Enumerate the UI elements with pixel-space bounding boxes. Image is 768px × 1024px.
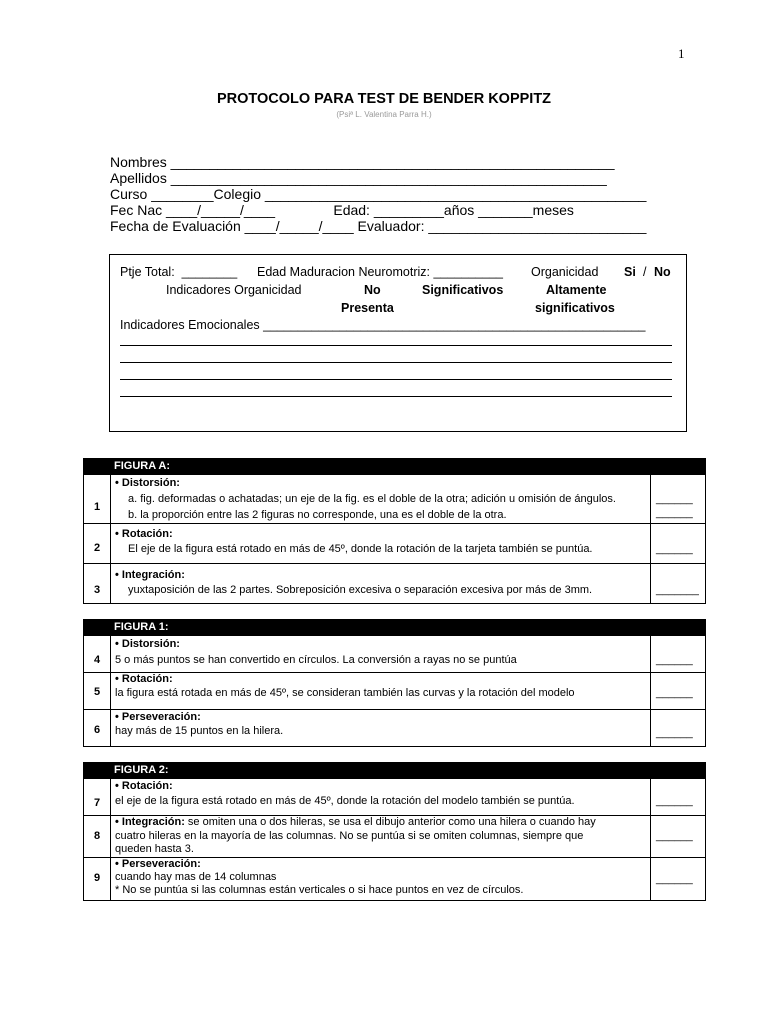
indicadores-emocionales-field[interactable]: Indicadores Emocionales _______________________________________________________ (120, 318, 646, 332)
figura-a-table (83, 458, 706, 604)
figura-a-header: FIGURA A: (114, 460, 171, 472)
col-presenta-label: Presenta (341, 301, 394, 315)
score-field[interactable]: ______ (656, 654, 693, 666)
row-criterion: a. fig. deformadas o achatadas; un eje de la fig. es el doble de la otra; adición u omisión de ángulos. (128, 493, 616, 505)
row-number: 9 (93, 872, 101, 884)
row-criterion: la figura está rotada en más de 45º, se consideran también las curvas y la rotación del modelo (115, 687, 575, 699)
row-criterion: hay más de 15 puntos en la hilera. (115, 725, 284, 737)
figura-2-header: FIGURA 2: (114, 764, 169, 776)
edad-maduracion-field[interactable]: Edad Maduracion Neuromotriz: __________ (257, 265, 503, 279)
score-field[interactable]: ______ (656, 795, 693, 807)
organicidad-no-option[interactable]: No (654, 265, 671, 279)
row-number: 8 (93, 830, 101, 842)
row-heading: • Rotación: (115, 780, 173, 792)
figura-2-header-bar (84, 763, 705, 779)
emocionales-line-2[interactable] (120, 362, 672, 363)
row-heading: • Rotación: (115, 528, 173, 540)
row-number: 1 (93, 501, 101, 513)
score-field[interactable]: _______ (656, 584, 699, 596)
score-field[interactable]: ______ (656, 830, 693, 842)
row-heading: • Perseveración: (115, 711, 201, 723)
figura-1-table (83, 619, 706, 747)
score-field[interactable]: ______ (656, 507, 693, 519)
fecha-evaluador-field[interactable]: Fecha de Evaluación ____/_____/____ Evaluador: ____________________________ (110, 218, 647, 234)
page-number: 1 (678, 46, 685, 61)
indicadores-organicidad-label: Indicadores Organicidad (166, 283, 302, 297)
row-criterion: 5 o más puntos se han convertido en círculos. La conversión a rayas no se puntúa (115, 654, 517, 666)
row-heading: • Perseveración: (115, 858, 201, 870)
row-criterion: cuando hay mas de 14 columnas (115, 871, 277, 883)
organicidad-label: Organicidad (531, 265, 599, 279)
nombres-field[interactable]: Nombres _________________________________________________________ (110, 154, 615, 170)
row-number: 3 (93, 584, 101, 596)
col-altamente-label: Altamente (546, 283, 607, 297)
row-number: 5 (93, 686, 101, 698)
col-significativos2-label: significativos (535, 301, 615, 315)
page-subtitle: (Psiª L. Valentina Parra H.) (336, 110, 432, 119)
row-heading: • Rotación: (115, 673, 173, 685)
ptje-total-field[interactable]: Ptje Total: ________ (120, 265, 238, 279)
row-criterion: b. la proporción entre las 2 figuras no corresponde, una es el doble de la otra. (128, 509, 507, 521)
organicidad-separator: / (643, 265, 647, 279)
apellidos-field[interactable]: Apellidos ________________________________________________________ (110, 170, 607, 186)
row-heading: • Integración: se omiten una o dos hileras, se usa el dibujo anterior como una hilera o cuando hay (115, 816, 596, 828)
row-number: 6 (93, 724, 101, 736)
row-criterion: el eje de la figura está rotado en más de 45º, donde la rotación del modelo también se puntúa. (115, 795, 575, 807)
emocionales-line-1[interactable] (120, 345, 672, 346)
page-title: PROTOCOLO PARA TEST DE BENDER KOPPITZ (216, 91, 552, 107)
score-field[interactable]: ______ (656, 493, 693, 505)
organicidad-si-option[interactable]: Si (624, 265, 636, 279)
row-heading: • Distorsión: (115, 638, 180, 650)
row-heading: • Distorsión: (115, 477, 180, 489)
row-criterion: queden hasta 3. (115, 843, 194, 855)
row-criterion: yuxtaposición de las 2 partes. Sobreposición excesiva o separación excesiva por más de 3mm. (128, 584, 593, 596)
col-significativos-label: Significativos (422, 283, 504, 297)
score-field[interactable]: ______ (656, 873, 693, 885)
emocionales-line-4[interactable] (120, 396, 672, 397)
curso-colegio-field[interactable]: Curso ________Colegio _________________________________________________ (110, 186, 647, 202)
emocionales-line-3[interactable] (120, 379, 672, 380)
row-criterion: cuatro hileras en la mayoría de las columnas. No se puntúa si se omiten columnas, siempre que (115, 830, 584, 842)
figura-2-table (83, 762, 706, 901)
col-no-label: No (364, 283, 381, 297)
figura-a-header-bar (84, 459, 705, 475)
figura-1-header: FIGURA 1: (114, 621, 169, 633)
row-number: 7 (93, 797, 101, 809)
summary-box (109, 254, 687, 432)
figura-1-header-bar (84, 620, 705, 636)
score-field[interactable]: ______ (656, 687, 693, 699)
row-heading: • Integración: (115, 569, 185, 581)
score-field[interactable]: ______ (656, 543, 693, 555)
row-criterion: * No se puntúa si las columnas están verticales o si hace puntos en vez de círculos. (115, 884, 524, 896)
fecnac-edad-field[interactable]: Fec Nac ____/_____/____ Edad: _________años _______meses (110, 202, 574, 218)
score-field[interactable]: ______ (656, 727, 693, 739)
row-number: 2 (93, 542, 101, 554)
row-criterion: El eje de la figura está rotado en más de 45º, donde la rotación de la tarjeta también se puntúa. (128, 543, 593, 555)
row-number: 4 (93, 654, 101, 666)
